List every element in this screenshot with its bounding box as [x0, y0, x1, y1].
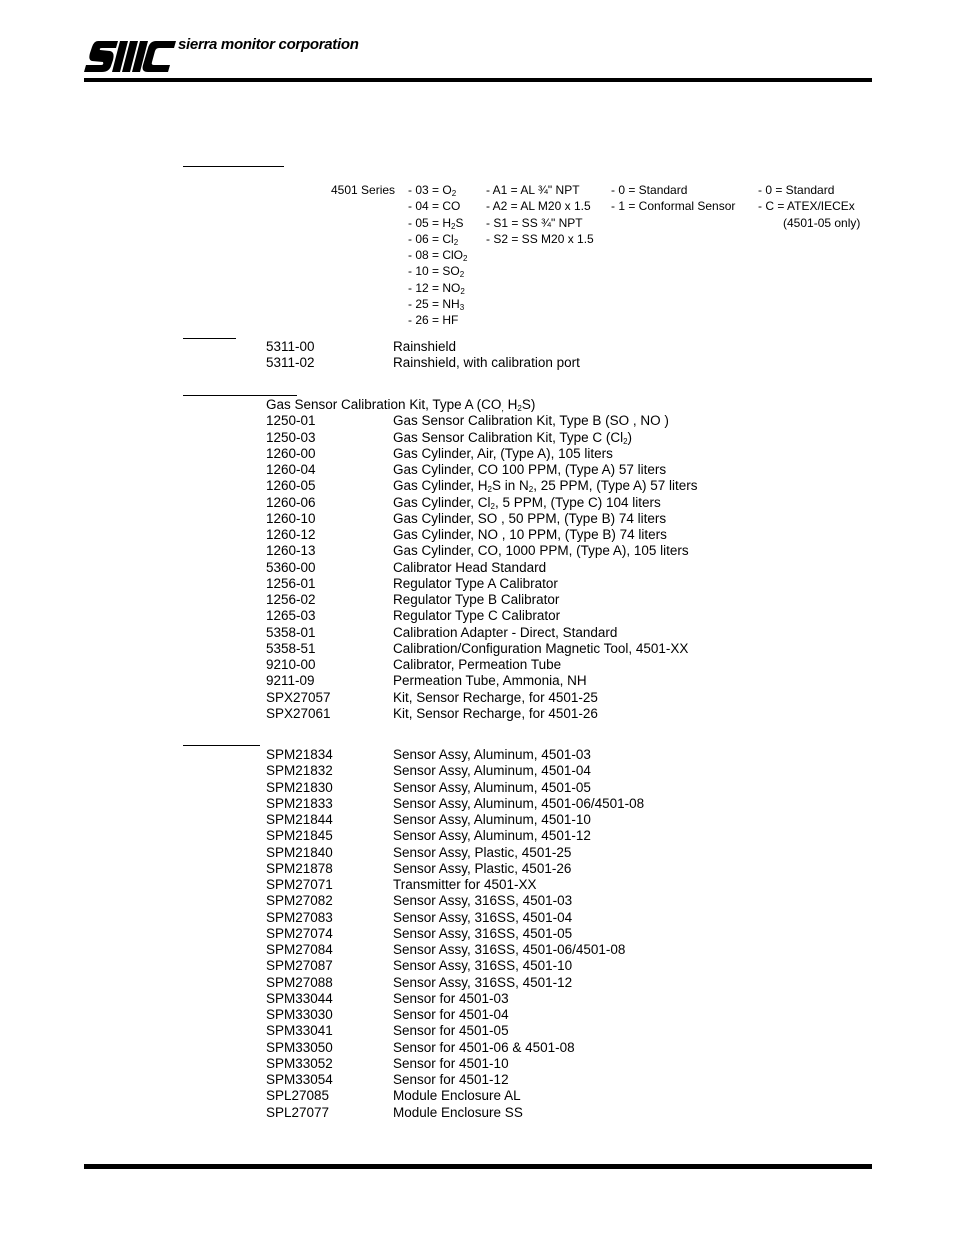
approval-code: - 0 = Standard	[758, 183, 835, 197]
gas-code: - $05 = H_2S$	[408, 215, 464, 231]
model-series	[331, 182, 395, 198]
gas-code: - 26 = HF	[408, 313, 459, 328]
section-rule-spares	[183, 745, 260, 746]
series-label: 4501 Series	[331, 183, 396, 197]
section-rule-model-code	[183, 166, 284, 167]
enclosure-code: - S1 = SS ¾" NPT	[486, 215, 583, 230]
section-rule-calibration	[183, 395, 297, 396]
enclosure-code: - A1 = AL ¾" NPT	[486, 183, 580, 197]
header-rule	[84, 78, 872, 82]
gas-code: - 04 = CO	[408, 199, 461, 214]
gas-code: - $06 = Cl_2$	[408, 231, 459, 247]
approval-code: (4501-05 only)	[783, 215, 861, 230]
gas-code: - $03 = O_2$	[408, 183, 457, 198]
smc-logo	[84, 38, 176, 74]
approval-code-list	[758, 182, 860, 231]
gas-code-list	[408, 182, 467, 329]
approval-code: - C = ATEX/IECEx	[758, 199, 855, 214]
sensor-code: - 0 = Standard	[611, 183, 688, 197]
sensor-code: - 1 = Conformal Sensor	[611, 199, 736, 214]
enclosure-code: - A2 = AL M20 x 1.5	[486, 199, 591, 214]
company-name: sierra monitor corporation	[178, 36, 359, 53]
enclosure-code-list	[486, 182, 594, 247]
footer-rule	[84, 1164, 872, 1169]
gas-code: - $12 = NO_2$	[408, 280, 465, 296]
sensor-code-list	[611, 182, 735, 215]
gas-code: - $10 = SO_2$	[408, 264, 465, 280]
enclosure-code: - S2 = SS M20 x 1.5	[486, 231, 594, 246]
gas-code: - $25 = NH_3$	[408, 297, 465, 313]
gas-code: - 08 = ClO$_2$	[408, 248, 468, 264]
section-rule-accessories	[183, 338, 236, 339]
